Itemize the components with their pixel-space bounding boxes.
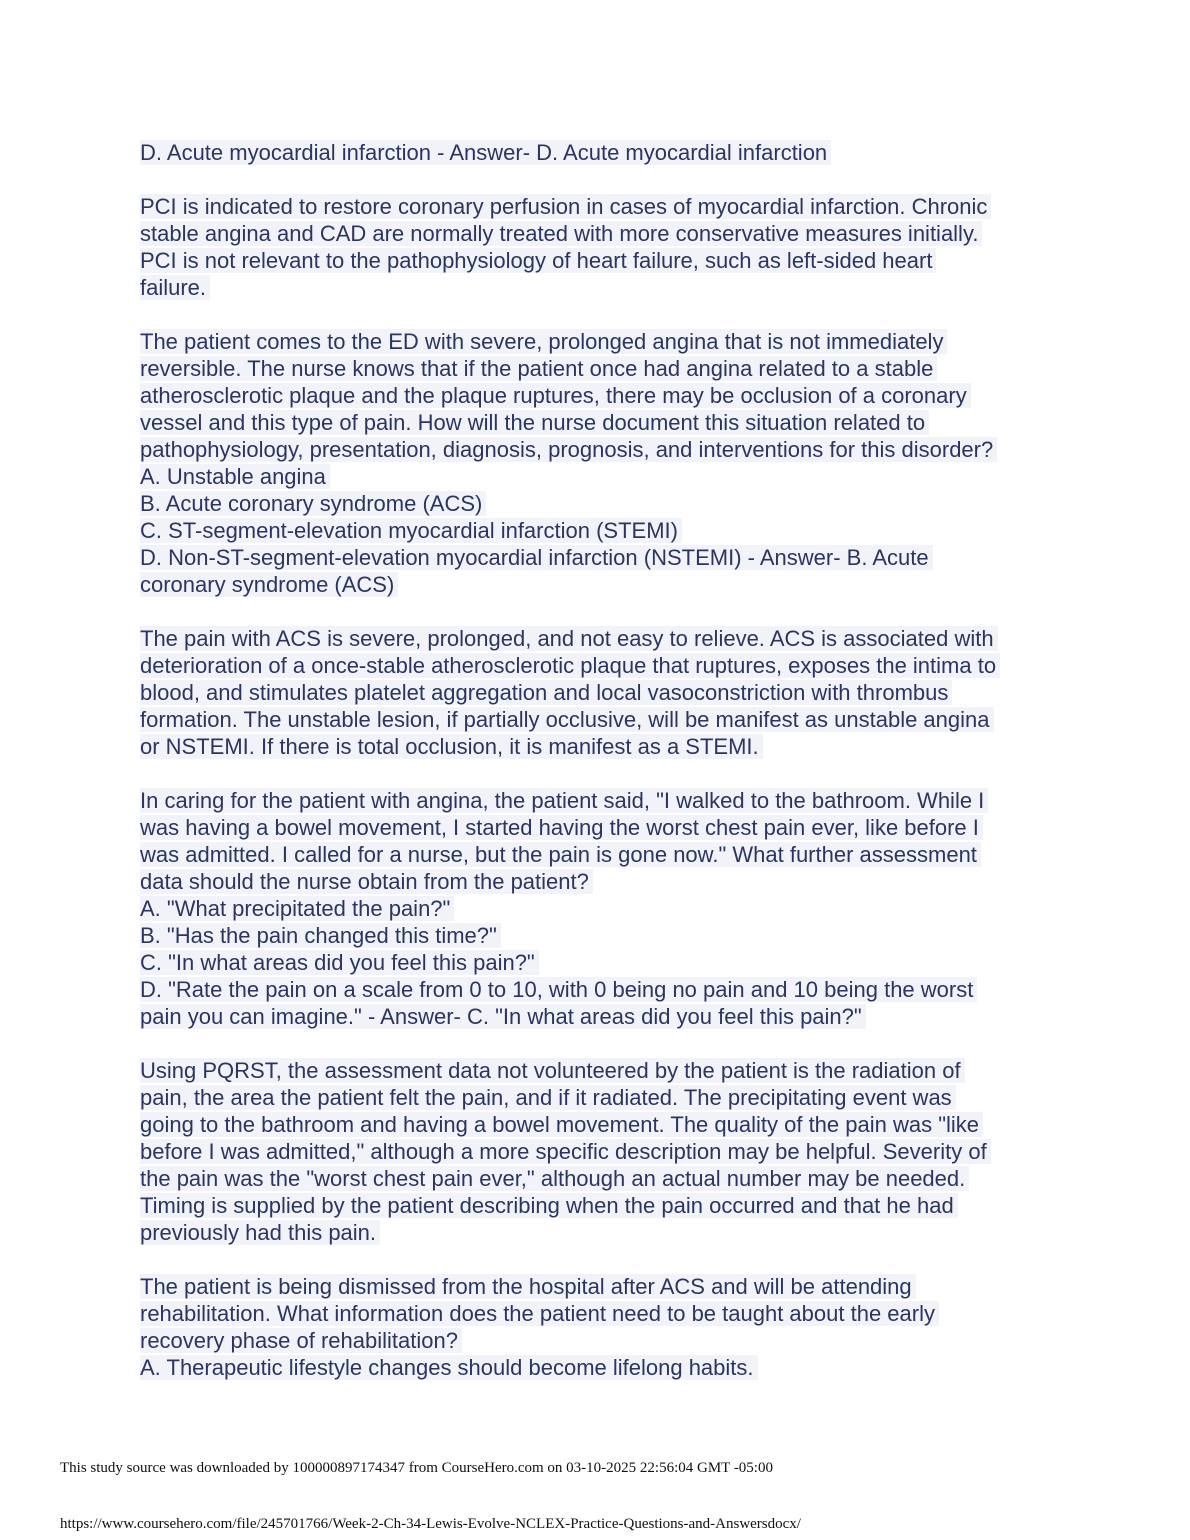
text-line-content: pain, the area the patient felt the pain, and if it radiated. The precipitating event was <box>140 1085 956 1110</box>
text-line-content: B. "Has the pain changed this time?" <box>140 923 501 948</box>
text-line <box>140 517 1055 544</box>
text-line-content: failure. <box>140 275 210 300</box>
text-line-content: the pain was the "worst chest pain ever," although an actual number may be needed. <box>140 1166 969 1191</box>
text-line-content: previously had this pain. <box>140 1220 380 1245</box>
paragraph-gap <box>140 166 1055 193</box>
text-line-content: or NSTEMI. If there is total occlusion, it is manifest as a STEMI. <box>140 734 763 759</box>
text-line <box>140 841 1055 868</box>
text-line-content: vessel and this type of pain. How will the nurse document this situation related to <box>140 410 929 435</box>
text-line-content: Using PQRST, the assessment data not volunteered by the patient is the radiation of <box>140 1058 965 1083</box>
text-line-content: stable angina and CAD are normally treated with more conservative measures initially. <box>140 221 982 246</box>
text-line <box>140 139 1055 166</box>
text-line <box>140 1219 1055 1246</box>
text-line-content: deterioration of a once-stable atherosclerotic plaque that ruptures, exposes the intima to <box>140 653 1000 678</box>
text-line <box>140 274 1055 301</box>
text-line <box>140 571 1055 598</box>
text-line-content: reversible. The nurse knows that if the patient once had angina related to a stable <box>140 356 937 381</box>
text-line <box>140 220 1055 247</box>
text-line-content: D. Acute myocardial infarction - Answer- D. Acute myocardial infarction <box>140 140 831 165</box>
text-line-content: formation. The unstable lesion, if partially occlusive, will be manifest as unstable angina <box>140 707 994 732</box>
download-notice: This study source was downloaded by 100000897174347 from CourseHero.com on 03-10-2025 22:56:04 GMT -05:00 <box>60 1460 773 1476</box>
text-line-content: The patient is being dismissed from the hospital after ACS and will be attending <box>140 1274 916 1299</box>
text-line-content: data should the nurse obtain from the patient? <box>140 869 593 894</box>
paragraph-gap <box>140 301 1055 328</box>
text-line <box>140 1138 1055 1165</box>
text-line-content: A. Unstable angina <box>140 464 330 489</box>
text-line-content: blood, and stimulates platelet aggregation and local vasoconstriction with thrombus <box>140 680 952 705</box>
text-line <box>140 355 1055 382</box>
text-line-content: recovery phase of rehabilitation? <box>140 1328 462 1353</box>
text-line <box>140 1192 1055 1219</box>
text-line-content: was admitted. I called for a nurse, but the pain is gone now." What further assessment <box>140 842 981 867</box>
text-line-content: Timing is supplied by the patient describing when the pain occurred and that he had <box>140 1193 958 1218</box>
text-line <box>140 1111 1055 1138</box>
text-line-content: A. "What precipitated the pain?" <box>140 896 454 921</box>
text-line <box>140 328 1055 355</box>
text-line <box>140 544 1055 571</box>
text-line-content: In caring for the patient with angina, the patient said, "I walked to the bathroom. While I <box>140 788 988 813</box>
text-line-content: D. "Rate the pain on a scale from 0 to 10, with 0 being no pain and 10 being the worst <box>140 977 977 1002</box>
text-line-content: D. Non-ST-segment-elevation myocardial infarction (NSTEMI) - Answer- B. Acute <box>140 545 933 570</box>
text-line <box>140 436 1055 463</box>
text-line-content: B. Acute coronary syndrome (ACS) <box>140 491 486 516</box>
text-line <box>140 463 1055 490</box>
text-line <box>140 652 1055 679</box>
text-line <box>140 895 1055 922</box>
text-line <box>140 787 1055 814</box>
text-line <box>140 706 1055 733</box>
text-line <box>140 922 1055 949</box>
text-line-content: A. Therapeutic lifestyle changes should become lifelong habits. <box>140 1355 758 1380</box>
text-line <box>140 1003 1055 1030</box>
text-line-content: C. ST-segment-elevation myocardial infarction (STEMI) <box>140 518 682 543</box>
text-line <box>140 976 1055 1003</box>
text-line-content: rehabilitation. What information does the patient need to be taught about the early <box>140 1301 939 1326</box>
text-line <box>140 1273 1055 1300</box>
text-line-content: PCI is not relevant to the pathophysiology of heart failure, such as left-sided heart <box>140 248 936 273</box>
paragraph-gap <box>140 760 1055 787</box>
text-line-content: coronary syndrome (ACS) <box>140 572 398 597</box>
text-line-content: atherosclerotic plaque and the plaque ruptures, there may be occlusion of a coronary <box>140 383 971 408</box>
text-line <box>140 1354 1055 1381</box>
document-body <box>140 139 1055 1381</box>
text-line <box>140 490 1055 517</box>
text-line-content: The pain with ACS is severe, prolonged, and not easy to relieve. ACS is associated with <box>140 626 998 651</box>
text-line-content: C. "In what areas did you feel this pain?" <box>140 950 539 975</box>
text-line <box>140 1300 1055 1327</box>
text-line <box>140 733 1055 760</box>
text-line-content: The patient comes to the ED with severe, prolonged angina that is not immediately <box>140 329 947 354</box>
text-line <box>140 1165 1055 1192</box>
paragraph-gap <box>140 598 1055 625</box>
text-line <box>140 949 1055 976</box>
text-line <box>140 1327 1055 1354</box>
source-url[interactable]: https://www.coursehero.com/file/245701766/Week-2-Ch-34-Lewis-Evolve-NCLEX-Practice-Questions-and-Answersdocx/ <box>60 1516 801 1532</box>
text-line-content: was having a bowel movement, I started having the worst chest pain ever, like before I <box>140 815 983 840</box>
text-line <box>140 814 1055 841</box>
text-line <box>140 409 1055 436</box>
text-line <box>140 382 1055 409</box>
paragraph-gap <box>140 1030 1055 1057</box>
text-line-content: going to the bathroom and having a bowel movement. The quality of the pain was "like <box>140 1112 983 1137</box>
text-line-content: pain you can imagine." - Answer- C. "In what areas did you feel this pain?" <box>140 1004 866 1029</box>
text-line <box>140 247 1055 274</box>
paragraph-gap <box>140 1246 1055 1273</box>
text-line <box>140 1057 1055 1084</box>
text-line <box>140 625 1055 652</box>
text-line <box>140 868 1055 895</box>
text-line-content: before I was admitted," although a more specific description may be helpful. Severity of <box>140 1139 991 1164</box>
text-line <box>140 193 1055 220</box>
text-line-content: pathophysiology, presentation, diagnosis, prognosis, and interventions for this disorder? <box>140 437 997 462</box>
text-line <box>140 679 1055 706</box>
text-line-content: PCI is indicated to restore coronary perfusion in cases of myocardial infarction. Chronic <box>140 194 991 219</box>
text-line <box>140 1084 1055 1111</box>
